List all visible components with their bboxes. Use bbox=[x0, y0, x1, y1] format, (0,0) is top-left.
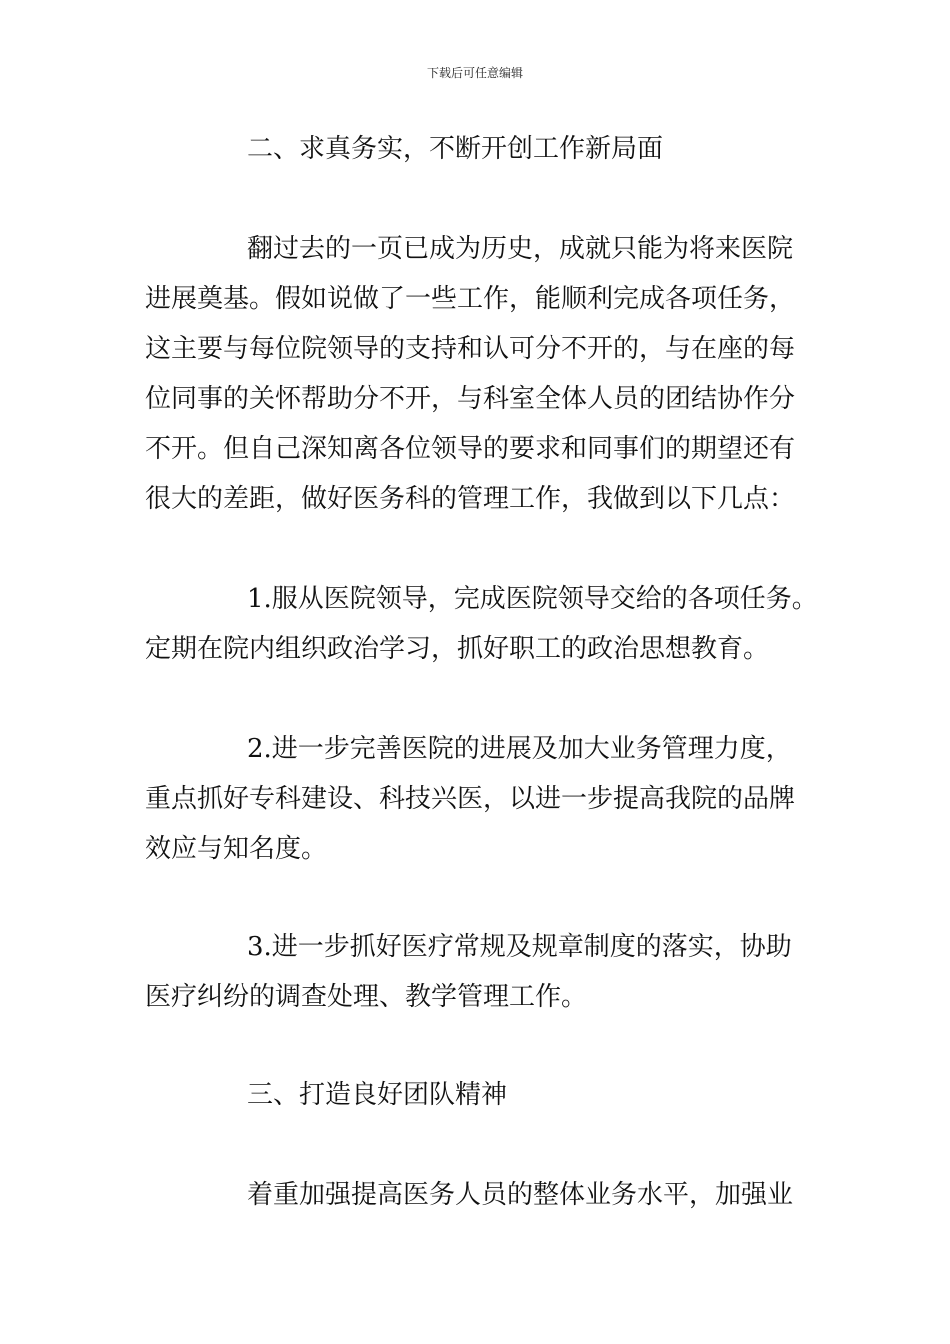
list-item-line: 1.服从医院领导，完成医院领导交给的各项任务。 bbox=[247, 584, 818, 614]
list-item-line: 3.进一步抓好医疗常规及规章制度的落实，协助 bbox=[247, 932, 792, 962]
list-item-line: 2.进一步完善医院的进展及加大业务管理力度， bbox=[247, 734, 792, 764]
paragraph-line: 着重加强提高医务人员的整体业务水平，加强业 bbox=[247, 1180, 794, 1210]
list-item-line: 效应与知名度。 bbox=[145, 834, 328, 864]
page-header: 下载后可任意编辑 bbox=[426, 66, 523, 80]
list-item-1 bbox=[145, 574, 835, 674]
paragraph-line: 不开。但自己深知离各位领导的要求和同事们的期望还有 bbox=[145, 434, 796, 464]
paragraph-line: 很大的差距，做好医务科的管理工作，我做到以下几点： bbox=[145, 484, 796, 514]
heading-section-3 bbox=[145, 1070, 835, 1120]
paragraph-line: 翻过去的一页已成为历史，成就只能为将来医院 bbox=[247, 234, 794, 264]
list-item-3 bbox=[145, 922, 835, 1022]
list-item-line: 定期在院内组织政治学习，抓好职工的政治思想教育。 bbox=[145, 634, 770, 664]
list-item-line: 重点抓好专科建设、科技兴医，以进一步提高我院的品牌 bbox=[145, 784, 796, 814]
heading-text: 三、打造良好团队精神 bbox=[247, 1080, 508, 1110]
list-item-2 bbox=[145, 724, 835, 874]
paragraph-team bbox=[145, 1170, 835, 1220]
paragraph-line: 位同事的关怀帮助分不开，与科室全体人员的团结协作分 bbox=[145, 384, 796, 414]
list-item-line: 医疗纠纷的调查处理、教学管理工作。 bbox=[145, 982, 588, 1012]
heading-text: 二、求真务实，不断开创工作新局面 bbox=[247, 134, 664, 164]
paragraph-line: 进展奠基。假如说做了一些工作，能顺利完成各项任务， bbox=[145, 284, 796, 314]
heading-section-2 bbox=[145, 124, 835, 174]
paragraph-progress bbox=[145, 224, 835, 524]
paragraph-line: 这主要与每位院领导的支持和认可分不开的，与在座的每 bbox=[145, 334, 796, 364]
